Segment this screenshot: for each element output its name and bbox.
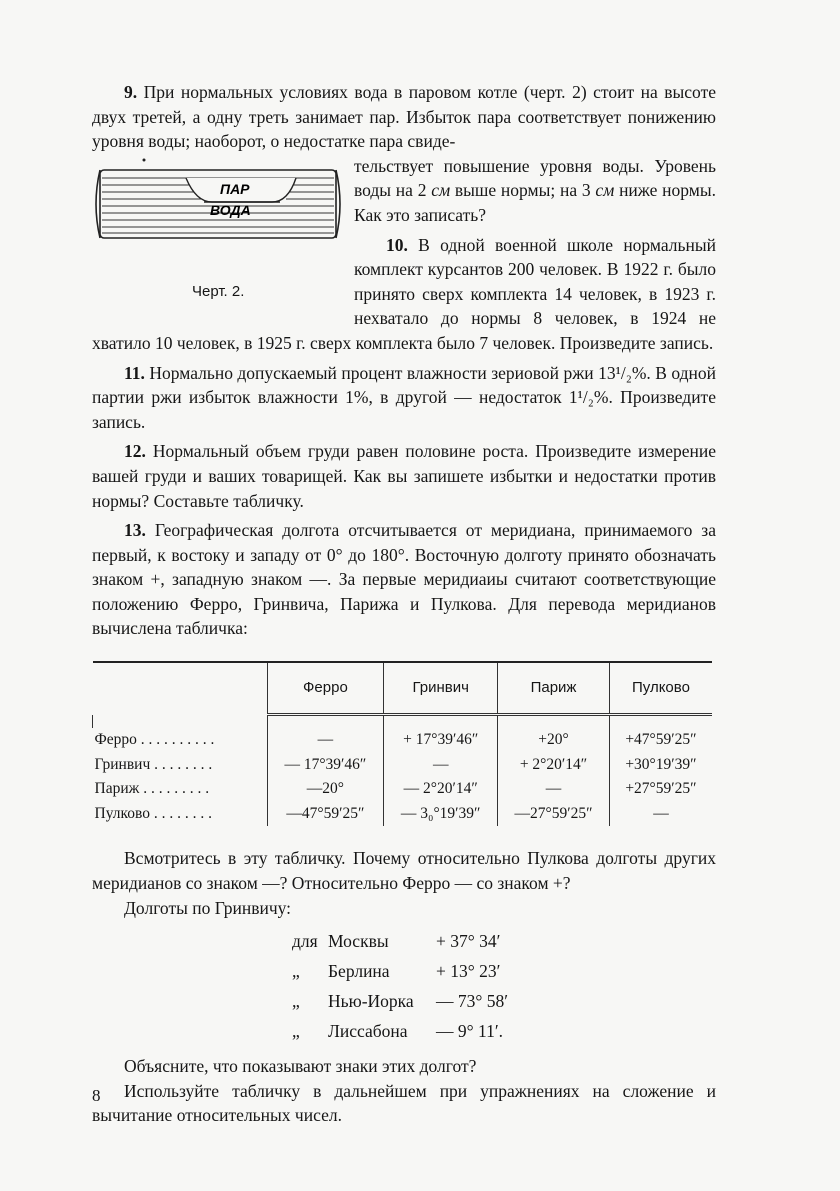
table-cell: — 17°39′46″ xyxy=(267,753,384,778)
problem-number: 13. xyxy=(124,520,146,541)
conversion-table xyxy=(92,661,712,826)
boiler-drawing xyxy=(92,154,342,274)
page-number: 8 xyxy=(92,1086,101,1105)
column-header: Париж xyxy=(498,662,610,715)
figure-caption: Черт. 2. xyxy=(192,282,245,300)
problem-text: В одной военной школе нормальный комплект курсантов 200 человек. В 1922 г. было принято сверх комплекта 14 человек, в 1923 г. нехватало до нормы 8 человек, в 1924 не хватило 10 человек, в 1925 г. сверх комплекта было 7 человек. Произведите запись. xyxy=(92,234,716,353)
problem-number: 10. xyxy=(386,234,408,255)
longitude-list xyxy=(292,926,716,1046)
greenwich-intro: Долготы по Гринвичу: xyxy=(124,897,292,918)
row-header: Пулково . . . . . . . . xyxy=(94,804,212,822)
table-cell: + 2°20′14″ xyxy=(498,753,610,778)
problem-12 xyxy=(92,439,716,513)
table-cell: +27°59′25″ xyxy=(609,777,712,802)
row-header: Ферро . . . . . . . . . . xyxy=(94,731,215,749)
water-label: ВОДА xyxy=(210,201,251,218)
table-cell: — 2°20′14″ xyxy=(384,777,498,802)
closing-question-2: Используйте табличку в дальнейшем при упражнениях на сложение и вычитание относительных чисел. xyxy=(92,1080,716,1126)
list-item: „ Берлина + 13° 23′ xyxy=(292,961,501,982)
problem-text: При нормальных условиях вода в паровом котле (черт. 2) стоит на высоте двух третей, а одну треть занимает пар. Избыток пара соответствует понижению уровня воды; наоборот, о недостатке пара свиде- xyxy=(92,82,716,152)
table-row xyxy=(93,802,713,827)
column-header: Гринвич xyxy=(384,662,498,715)
table-cell: + 17°39′46″ xyxy=(384,728,498,753)
boiler-figure xyxy=(92,154,342,312)
table-cell: — xyxy=(609,802,712,827)
list-item: „ Нью-Иорка — 73° 58′ xyxy=(292,991,509,1012)
meridian-table xyxy=(92,661,716,826)
problem-text: Нормальный объем груди равен половине роста. Произведите измерение вашей груди и ваших товарищей. Как вы запишете избытки и недостатки против нормы? Составьте табличку. xyxy=(92,441,716,511)
problem-text: Географическая долгота отсчитывается от меридиана, принимаемого за первый, к востоку и западу от 0° до 180°. Восточную долготу принято обозначать знаком +, западную знаком —. За первые меридиаиы считают соответствующие положению Ферро, Гринвича, Парижа и Пулкова. Для перевода меридианов вычислена табличка: xyxy=(92,520,716,639)
list-item: „ Лиссабона — 9° 11′. xyxy=(292,1021,504,1042)
table-cell: —47°59′25″ xyxy=(267,802,384,827)
column-header: Ферро xyxy=(267,662,384,715)
table-row xyxy=(93,753,713,778)
table-cell: — xyxy=(267,728,384,753)
problem-9-lead xyxy=(92,80,716,154)
table-row xyxy=(93,728,713,753)
table-cell: +30°19′39″ xyxy=(609,753,712,778)
table-question: Всмотритесь в эту табличку. Почему относительно Пулкова долготы других меридианов со знаком —? Относительно Ферро — со знаком +? xyxy=(92,848,716,894)
row-header: Париж . . . . . . . . . xyxy=(94,780,210,798)
problem-number: 12. xyxy=(124,441,146,462)
unit-cm: см xyxy=(595,180,615,201)
problem-9-rest: тельствует повышение уровня воды. Уровень воды на 2 см выше нормы; на 3 см ниже нормы. Как это записать? xyxy=(354,155,716,225)
row-header: Гринвич . . . . . . . . xyxy=(94,755,213,773)
problem-13 xyxy=(92,518,716,641)
problem-11: 11. Нормально допускаемый процент влажности зериовой ржи 13¹/₂%. В одной партии ржи избыток влажности 1%, в другой — недостаток 1¹/₂%. Произведите запись. xyxy=(92,362,716,432)
table-cell: — xyxy=(498,777,610,802)
table-cell: —20° xyxy=(267,777,384,802)
column-header: Пулково xyxy=(609,662,712,715)
table-cell: —27°59′25″ xyxy=(498,802,610,827)
steam-label: ПАР xyxy=(220,180,250,197)
table-row xyxy=(93,777,713,802)
closing-question-1: Объясните, что показывают знаки этих долгот? xyxy=(124,1056,477,1077)
table-cell: +20° xyxy=(498,728,610,753)
page-content xyxy=(92,80,716,1128)
unit-cm: см xyxy=(431,180,451,201)
table-cell: — 3₀°19′39″ xyxy=(384,802,498,827)
problem-number: 9. xyxy=(124,82,138,102)
table-cell: — xyxy=(384,753,498,778)
problem-number: 11. xyxy=(124,362,145,383)
list-item: для Москвы + 37° 34′ xyxy=(292,931,501,952)
table-cell: +47°59′25″ xyxy=(609,728,712,753)
table-header-row xyxy=(93,662,713,715)
